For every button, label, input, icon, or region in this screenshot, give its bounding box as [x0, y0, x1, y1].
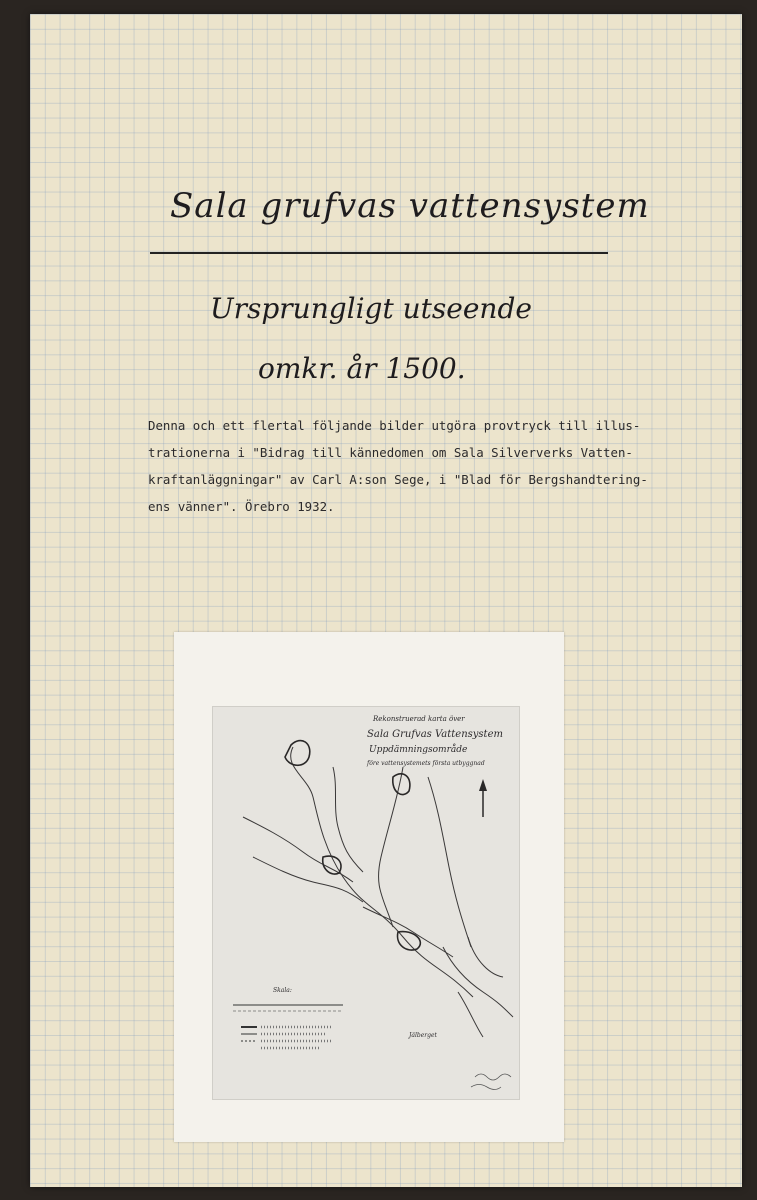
typed-line: kraftanläggningar" av Carl A:son Sege, i "Blad för Bergshandtering-: [148, 472, 648, 487]
typed-paragraph: [148, 412, 708, 520]
map-legend: [233, 1005, 343, 1048]
map-signature: [471, 1074, 511, 1090]
map-heading-4: före vattensystemets första utbyggnad: [367, 760, 485, 767]
map-place-label: Jälberget: [409, 1032, 437, 1039]
map-heading-1: Rekonstruerad karta över: [373, 715, 465, 723]
graph-paper-sheet: [30, 14, 742, 1187]
map-lakes: [285, 741, 420, 951]
typed-line: trationerna i "Bidrag till kännedomen om Sala Silververks Vatten-: [148, 445, 633, 460]
typed-line: Denna och ett flertal följande bilder utgöra provtryck till illus-: [148, 418, 641, 433]
subtitle: Ursprungligt utseende: [210, 292, 532, 325]
map-heading-3: Uppdämningsområde: [369, 745, 468, 755]
photo-mount: [174, 632, 564, 1142]
north-arrow: [479, 779, 487, 817]
page-title: Sala grufvas vattensystem: [170, 186, 650, 226]
map-scale-label: Skala:: [273, 987, 292, 994]
title-underline: [150, 252, 608, 254]
typed-line: ens vänner". Örebro 1932.: [148, 499, 335, 514]
date-line: omkr. år 1500.: [258, 352, 466, 385]
map-heading-2: Sala Grufvas Vattensystem: [367, 729, 503, 740]
map-drawing: [213, 707, 519, 1099]
map-photograph: [212, 706, 520, 1100]
